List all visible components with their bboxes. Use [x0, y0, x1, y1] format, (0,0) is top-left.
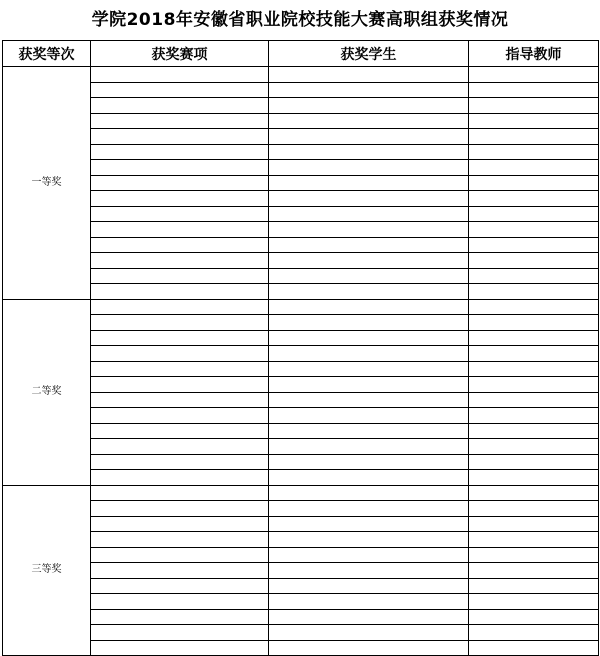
cell-event	[91, 330, 269, 346]
cell-teachers	[469, 361, 599, 377]
cell-students	[269, 408, 469, 424]
table-row	[3, 82, 599, 98]
cell-event	[91, 423, 269, 439]
table-row	[3, 439, 599, 455]
cell-event	[91, 98, 269, 114]
table-row	[3, 408, 599, 424]
awards-table	[2, 40, 599, 656]
cell-students	[269, 640, 469, 656]
cell-event	[91, 532, 269, 548]
table-row	[3, 547, 599, 563]
cell-event	[91, 67, 269, 83]
cell-students	[269, 330, 469, 346]
cell-students	[269, 361, 469, 377]
cell-students	[269, 454, 469, 470]
table-row	[3, 175, 599, 191]
cell-teachers	[469, 594, 599, 610]
cell-teachers	[469, 408, 599, 424]
cell-teachers	[469, 470, 599, 486]
cell-students	[269, 299, 469, 315]
cell-students	[269, 485, 469, 501]
cell-teachers	[469, 625, 599, 641]
cell-teachers	[469, 423, 599, 439]
cell-event	[91, 82, 269, 98]
cell-teachers	[469, 98, 599, 114]
cell-teachers	[469, 501, 599, 517]
table-row	[3, 191, 599, 207]
header-teachers: 指导教师	[469, 41, 599, 67]
header-level: 获奖等次	[3, 41, 91, 67]
table-row	[3, 98, 599, 114]
cell-event	[91, 299, 269, 315]
cell-event	[91, 237, 269, 253]
table-row	[3, 206, 599, 222]
table-row	[3, 284, 599, 300]
cell-teachers	[469, 82, 599, 98]
cell-teachers	[469, 299, 599, 315]
cell-teachers	[469, 284, 599, 300]
cell-teachers	[469, 485, 599, 501]
cell-teachers	[469, 640, 599, 656]
table-row	[3, 578, 599, 594]
cell-teachers	[469, 144, 599, 160]
cell-students	[269, 191, 469, 207]
cell-students	[269, 129, 469, 145]
table-row	[3, 516, 599, 532]
cell-students	[269, 470, 469, 486]
cell-students	[269, 160, 469, 176]
table-row	[3, 299, 599, 315]
header-row	[3, 41, 599, 67]
table-row	[3, 423, 599, 439]
cell-teachers	[469, 222, 599, 238]
cell-event	[91, 222, 269, 238]
cell-students	[269, 237, 469, 253]
table-row	[3, 454, 599, 470]
cell-students	[269, 113, 469, 129]
cell-students	[269, 609, 469, 625]
cell-event	[91, 268, 269, 284]
cell-teachers	[469, 129, 599, 145]
cell-students	[269, 439, 469, 455]
cell-event	[91, 175, 269, 191]
cell-teachers	[469, 268, 599, 284]
cell-teachers	[469, 237, 599, 253]
cell-students	[269, 516, 469, 532]
table-row	[3, 253, 599, 269]
table-row	[3, 315, 599, 331]
table-row	[3, 485, 599, 501]
cell-event	[91, 113, 269, 129]
table-row	[3, 268, 599, 284]
cell-teachers	[469, 377, 599, 393]
cell-event	[91, 594, 269, 610]
cell-event	[91, 640, 269, 656]
cell-event	[91, 578, 269, 594]
tier-label: 一等奖	[3, 67, 91, 300]
table-row	[3, 67, 599, 83]
table-row	[3, 237, 599, 253]
cell-teachers	[469, 175, 599, 191]
cell-event	[91, 392, 269, 408]
cell-students	[269, 578, 469, 594]
cell-teachers	[469, 439, 599, 455]
table-row	[3, 377, 599, 393]
cell-event	[91, 346, 269, 362]
table-row	[3, 361, 599, 377]
cell-teachers	[469, 346, 599, 362]
table-row	[3, 640, 599, 656]
cell-students	[269, 144, 469, 160]
cell-teachers	[469, 578, 599, 594]
cell-event	[91, 144, 269, 160]
tier-label: 二等奖	[3, 299, 91, 485]
page-title: 学院2018年安徽省职业院校技能大赛高职组获奖情况	[91, 10, 509, 30]
table-row	[3, 346, 599, 362]
cell-students	[269, 82, 469, 98]
cell-students	[269, 423, 469, 439]
cell-teachers	[469, 253, 599, 269]
cell-students	[269, 547, 469, 563]
cell-event	[91, 485, 269, 501]
table-row	[3, 160, 599, 176]
cell-event	[91, 609, 269, 625]
cell-students	[269, 501, 469, 517]
cell-event	[91, 454, 269, 470]
cell-teachers	[469, 454, 599, 470]
cell-event	[91, 470, 269, 486]
cell-event	[91, 315, 269, 331]
cell-teachers	[469, 67, 599, 83]
cell-event	[91, 501, 269, 517]
cell-students	[269, 67, 469, 83]
header-students: 获奖学生	[269, 41, 469, 67]
cell-students	[269, 377, 469, 393]
cell-teachers	[469, 330, 599, 346]
cell-teachers	[469, 547, 599, 563]
cell-event	[91, 160, 269, 176]
cell-teachers	[469, 113, 599, 129]
cell-event	[91, 191, 269, 207]
cell-event	[91, 129, 269, 145]
cell-teachers	[469, 392, 599, 408]
cell-event	[91, 284, 269, 300]
cell-event	[91, 547, 269, 563]
header-event: 获奖赛项	[91, 41, 269, 67]
cell-event	[91, 439, 269, 455]
table-row	[3, 222, 599, 238]
cell-teachers	[469, 315, 599, 331]
table-row	[3, 625, 599, 641]
table-row	[3, 470, 599, 486]
cell-teachers	[469, 206, 599, 222]
cell-teachers	[469, 191, 599, 207]
cell-students	[269, 268, 469, 284]
table-row	[3, 330, 599, 346]
table-row	[3, 129, 599, 145]
table-row	[3, 501, 599, 517]
cell-students	[269, 98, 469, 114]
cell-students	[269, 206, 469, 222]
cell-students	[269, 625, 469, 641]
table-row	[3, 144, 599, 160]
cell-students	[269, 253, 469, 269]
cell-event	[91, 361, 269, 377]
cell-students	[269, 346, 469, 362]
table-row	[3, 609, 599, 625]
cell-event	[91, 253, 269, 269]
cell-event	[91, 625, 269, 641]
cell-teachers	[469, 160, 599, 176]
cell-event	[91, 516, 269, 532]
cell-students	[269, 532, 469, 548]
cell-teachers	[469, 516, 599, 532]
cell-students	[269, 222, 469, 238]
cell-students	[269, 392, 469, 408]
cell-teachers	[469, 532, 599, 548]
cell-students	[269, 594, 469, 610]
cell-teachers	[469, 609, 599, 625]
tier-label: 三等奖	[3, 485, 91, 656]
cell-students	[269, 315, 469, 331]
table-row	[3, 392, 599, 408]
table-row	[3, 113, 599, 129]
cell-event	[91, 408, 269, 424]
table-row	[3, 532, 599, 548]
cell-event	[91, 377, 269, 393]
cell-students	[269, 175, 469, 191]
cell-event	[91, 206, 269, 222]
cell-students	[269, 284, 469, 300]
table-row	[3, 594, 599, 610]
